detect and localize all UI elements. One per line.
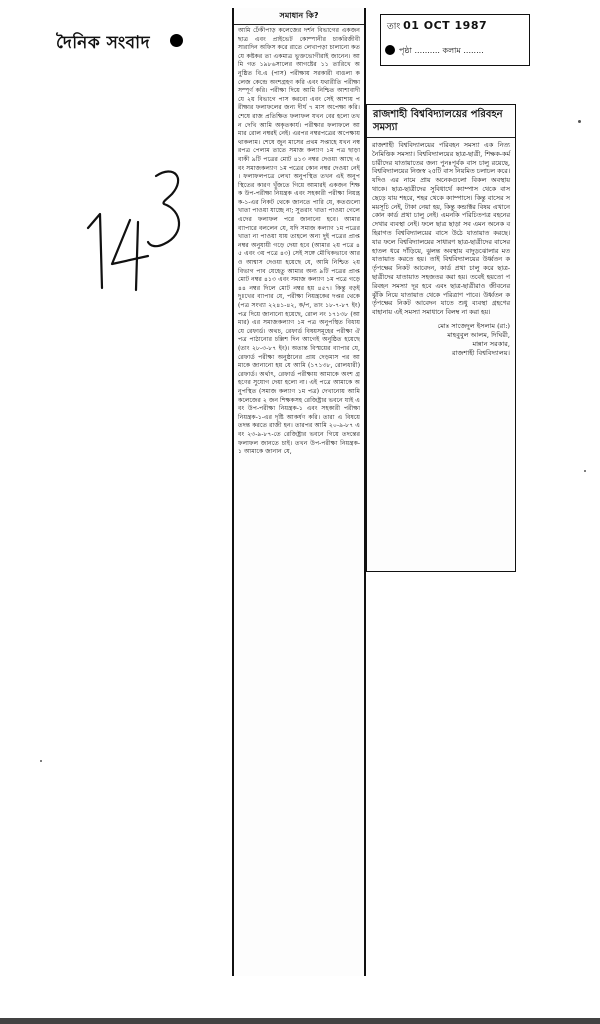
scan-speck xyxy=(578,120,581,123)
scan-speck xyxy=(40,760,42,762)
date-stamp xyxy=(380,14,530,66)
signature-block xyxy=(367,320,515,360)
date-label: তাং xyxy=(387,22,401,32)
letter-clipping-side xyxy=(366,104,516,572)
signature-line: মোঃ সাজেদুল ইসলাম (রা:) xyxy=(437,321,510,330)
signature-line: মাহবুবুল আলম, দিঘিরী, xyxy=(447,330,510,339)
stamp-dot-icon xyxy=(385,45,395,55)
clipping-title: সমাধান কি? xyxy=(234,8,364,25)
date-row xyxy=(387,19,487,34)
handwritten-archive-number xyxy=(78,160,188,300)
page-label: পৃষ্ঠা xyxy=(399,46,412,55)
clipping-body: আমি ঢেঁকীপাড় কলেজের দর্শন বিভাগের একজন ছাত্র এবং প্রাইভেট কোম্পানীর চাকরিজীবী সারাদিন অফিস করে রাতে লেখাপড়া চালানো কত যে কষ্টকর তা একমাত্র ভুক্তভোগীরাই জানেন। আমি গত ১৯৮৬সালের আগষ্টের ১১ তারিখে অনুষ্ঠিত বি.এ (পাস) পরীক্ষায় সরকারী বাঙলা কলেজ কেন্দ্রে অংশগ্রহণ করি এবং যথারীতি পরীক্ষা সম্পূর্ণ করি। পরীক্ষা দিয়ে আমি নিশ্চিত আশাবাদী যে ২য় বিভাগে পাস করবো এবং সেই আশায় পরীক্ষার ফলাফলের জন্য দীর্ঘ ৭ মাস অপেক্ষা করি। শেষে রাজ প্রতিক্ষিত ফলাফল যখন বের হলো তখন দেখি আমি অকৃতকার্য। পরীক্ষার ফলাফলে আমার রোল নম্বরই নেই। এরপর নম্বরপত্রের অপেক্ষায় থাকলাম। শেষে জুন মাসের প্রথম সপ্তাহে যখন নম্বরপত্র পেলাম তাতে সমাজ কল্যাণ ১ম পত্র ছাড়া বাকী ৯টি পত্রের মোট ৪১৩ নম্বর দেওয়া আছে এবং সমাজকল্যাণ ১ম পত্রের কোন নম্বর দেওয়া নেই। ফলাফলপত্রে লেখা অনুপস্থিত তখন এই অনুপস্থিতের কারণ খুঁজতে গিয়ে আমারই একজন শিক্ষক উপ-পরীক্ষা নিয়ন্ত্রক এবং সহকারী পরীক্ষা নিয়ন্ত্রক-১-এর নিকট থেকে জানতে পারি যে, কতগুলো খাতা পাওয়া যাচ্ছে না; সুতরাং খাতা পাওয়া গেলে এদের ফলাফল পরে জানানো হবে। আমার ব্যাপারে বললেন যে, যদি সমাজ কল্যাণ ১ম পত্রের খাতা না পাওয়া যায় তাহলে অন্য দুই পত্রের প্রাপ্ত নম্বর অনুযায়ী গড়ে দেয়া হবে (আমার ২য় পত্রে ৪৫ এবং ৩য় পত্রে ৪৩) সেই সঙ্গে মৌখিকভাবে আরও আশ্বাস দেওয়া হয়েছে যে, আমি নিশ্চিত ২য় বিভাগ পাব যেহেতু আমার অন্য ৯টি পত্রের প্রাপ্ত মোট নম্বর ৪১৩ এবং সমাজ কল্যাণ ১ম পত্রে গড়ে ৪৪ নম্বর দিলে মোট নম্বর হয় ৪৫৭। কিন্তু বড়ই দুঃখের ব্যাপার যে, পরীক্ষা নিয়ন্ত্রকের দপ্তর থেকে (পত্র সংখ্যা ২২৪১-৪২, ক/প, তাং ১৮-৭-৮৭ ইং) পত্র দিয়ে জানানো হয়েছে, রোল নং ১৭১৩৮ (আমার) এর সমাজকল্যাণ ১ম পত্র অনুপস্থিত বিধায় যে রেফার্ড। অথচ, রেফার্ড বিষয়সমূহের পরীক্ষা ঐ পত্র পাঠানোর চল্লিশ দিন আগেই অনুষ্ঠিত হয়েছে (তাং ২৮-৩-৮৭ ইং)। অত্যন্ত বিস্ময়ের ব্যাপার যে, রেফার্ড পরীক্ষা অনুষ্ঠানের প্রায় দেড়মাস পর আমাকে জানানো হয় যে আমি (১৭১৩৮, রোলধারী) রেফার্ড। অর্থাৎ, রেফার্ড পরীক্ষায় আমাকে অংশ গ্রহণের সুযোগ দেয়া হলো না। এই পত্রে আমাকে অনুপস্থিত (সমাজ কল্যাণ ১ম পত্র) দেখানোয় আমি কলেজের ২ জন শিক্ষকসহ রেজিষ্ট্রার ভবনে যাই এবং উপ-পরীক্ষা নিয়ন্ত্রক-১ এবং সহকারী পরীক্ষা নিয়ন্ত্রক-১-এর দৃষ্টি আকর্ষণ করি। তারা এ বিষয়ে তদন্ত করতে রাজী হন। তারপর আমি ২০-৯-৮৭ এবং ২৩-৯-৮৭-তে রেজিষ্ট্রার ভবনে গিয়ে তদন্তের ফলাফল জানতে চাই। তখন উপ-পরীক্ষা নিয়ন্ত্রক-১ আমাকে জানান যে, xyxy=(238,27,360,456)
column-label: কলাম xyxy=(442,46,461,55)
letter-clipping-main xyxy=(232,8,366,976)
stamp-dot-icon xyxy=(170,34,183,47)
scan-speck xyxy=(584,470,586,472)
scan-edge xyxy=(0,1018,600,1024)
signature-line: রাজশাহী বিশ্ববিদ্যালয়। xyxy=(451,348,510,357)
page-column-row: পৃষ্ঠা .......... কলাম ........ xyxy=(399,46,484,55)
newspaper-name: দৈনিক সংবাদ xyxy=(56,33,150,53)
clipping-headline: রাজশাহী বিশ্ববিদ্যালয়ের পরিবহন সমস্যা xyxy=(367,105,515,138)
signature-line: মান্নান সরকার, xyxy=(472,339,510,348)
clipping-body: রাজশাহী বিশ্ববিদ্যালয়ের পরিবহন সমস্যা এক নিত্যনৈমিত্তিক সমস্যা। বিশ্ববিদ্যালয়ের ছাত্র-ছাত্রী, শিক্ষক-কর্মচারীদের যাতায়াতের জন্য পুনঃপূর্বক বাস চালু রয়েছে, বিশ্ববিদ্যালয়ের নিজস্ব ২৫টি বাস নিয়মিত চলাচল করে। যদিও এর নামে প্রায় অনেকগুলো বিকল অবস্থায় থাকে। ছাত্র-ছাত্রীদের সুবিধার্থে ক্যাম্পাস থেকে বাস ছেড়ে যায় শহরে, শহর থেকে ক্যাম্পাসে। কিন্তু বাসের সময়সূচি নেই, টাকা নেয়া হয়, কিন্তু কন্ডাক্টর বিষয় এখানে কোন কার্ড প্রথা চালু নেই। এমনকি পরিচিতপত্র বহনের দেখার ব্যবস্থা নেই। ফলে ছাত্র ছাড়া সব এমন অনেক বহিরাগত বিশ্ববিদ্যালয়ের বাসে উঠে যাতায়াত করছে। যার ফলে বিশ্ববিদ্যালয়ের সাধারণ ছাত্র-ছাত্রীদের বাসের হাতল ধরে দাঁড়িয়ে, ঝুলন্ত অবস্থায় বাদুড়ঝোলার মত যাতায়াত করতে হয়। তাই বিশ্ববিদ্যালয়ের উর্ধ্বতন কর্তৃপক্ষের নিকট আবেদন, কার্ড প্রথা চালু করে ছাত্র-ছাত্রীদের যাতায়াত সহজতর করা হয়। তবেই হয়তো পরিবহন সমস্যা দূর হবে এবং ছাত্র-ছাত্রীরাও জীবনের ঝুঁকি নিয়ে যাতায়াত থেকে পরিত্রাণ পাবে। উর্ধ্বতন কর্তৃপক্ষের নিকট আবেদন যাতে শুধু ব্যবস্থা গ্রহণের বাহানায় এই সমস্যা সমাধানে বিলম্ব না করা হয়। xyxy=(372,141,510,317)
stamp-date: 01 OCT 1987 xyxy=(403,19,488,32)
